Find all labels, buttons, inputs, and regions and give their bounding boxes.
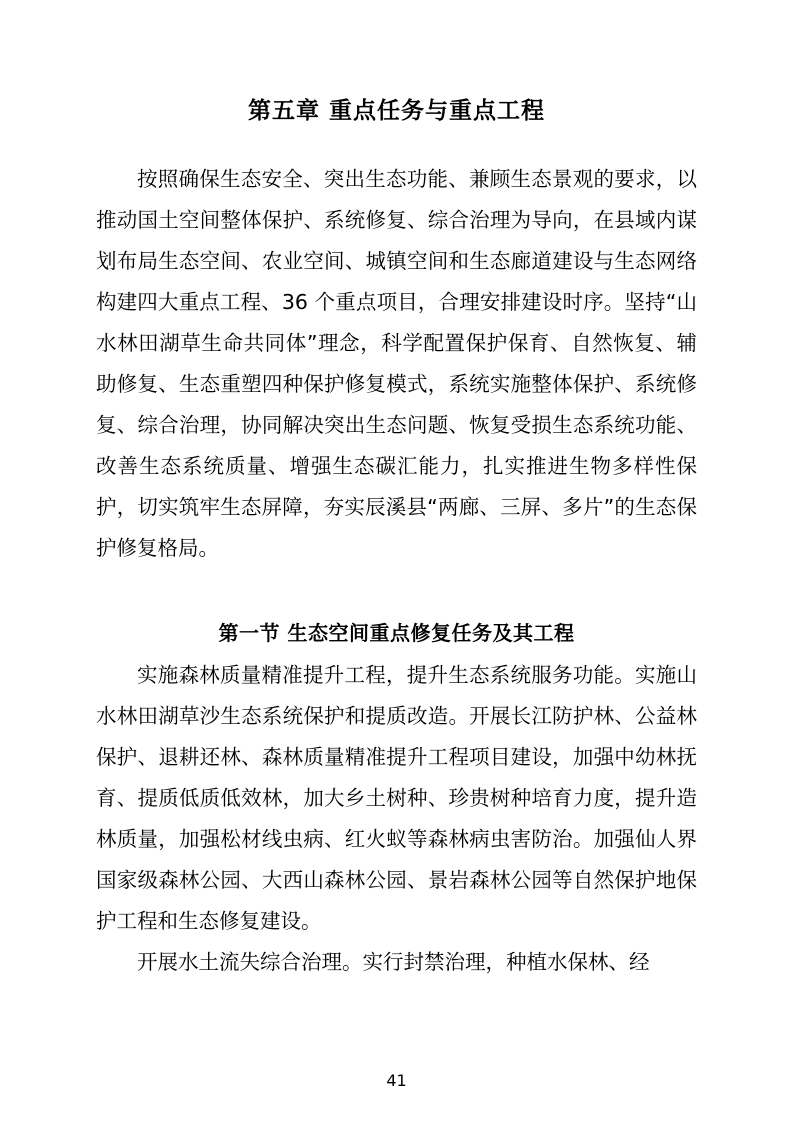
section-paragraph-2: 开展水土流失综合治理。实行封禁治理，种植水保林、经: [137, 949, 650, 974]
section-paragraph-1: 实施森林质量精准提升工程，提升生态系统服务功能。实施山水林田湖草沙生态系统保护和提质改造。开展长江防护林、公益林保护、退耕还林、森林质量精准提升工程项目建设，加强中幼林抚育、提质低质低效林，加大乡土树种、珍贵树种培育力度，提升造林质量，加强松材线虫病、红火蚁等森林病虫害防治。加强仙人界国家级森林公园、大西山森林公园、景岩森林公园等自然保护地保护工程和生态修复建设。: [96, 662, 697, 933]
page-content: [96, 76, 697, 1062]
chapter-title: 第五章 重点任务与重点工程: [247, 98, 545, 124]
spacer: [96, 569, 697, 591]
page-number: 41: [386, 1071, 407, 1090]
chapter-intro-paragraph: 按照确保生态安全、突出生态功能、兼顾生态景观的要求，以推动国土空间整体保护、系统修复、综合治理为导向，在县域内谋划布局生态空间、农业空间、城镇空间和生态廊道建设与生态网络构建四大重点工程、36 个重点项目，合理安排建设时序。坚持“山水林田湖草生命共同体”理念，科学配置保护保育、自然恢复、辅助修复、生态重塑四种保护修复模式，系统实施整体保护、系统修复、综合治理，协同解决突出生态问题、恢复受损生态系统功能、改善生态系统质量、增强生态碳汇能力，扎实推进生物多样性保护，切实筑牢生态屏障，夯实辰溪县“两廊、三屏、多片”的生态保护修复格局。: [96, 166, 697, 560]
section-title: 第一节 生态空间重点修复任务及其工程: [218, 620, 575, 645]
